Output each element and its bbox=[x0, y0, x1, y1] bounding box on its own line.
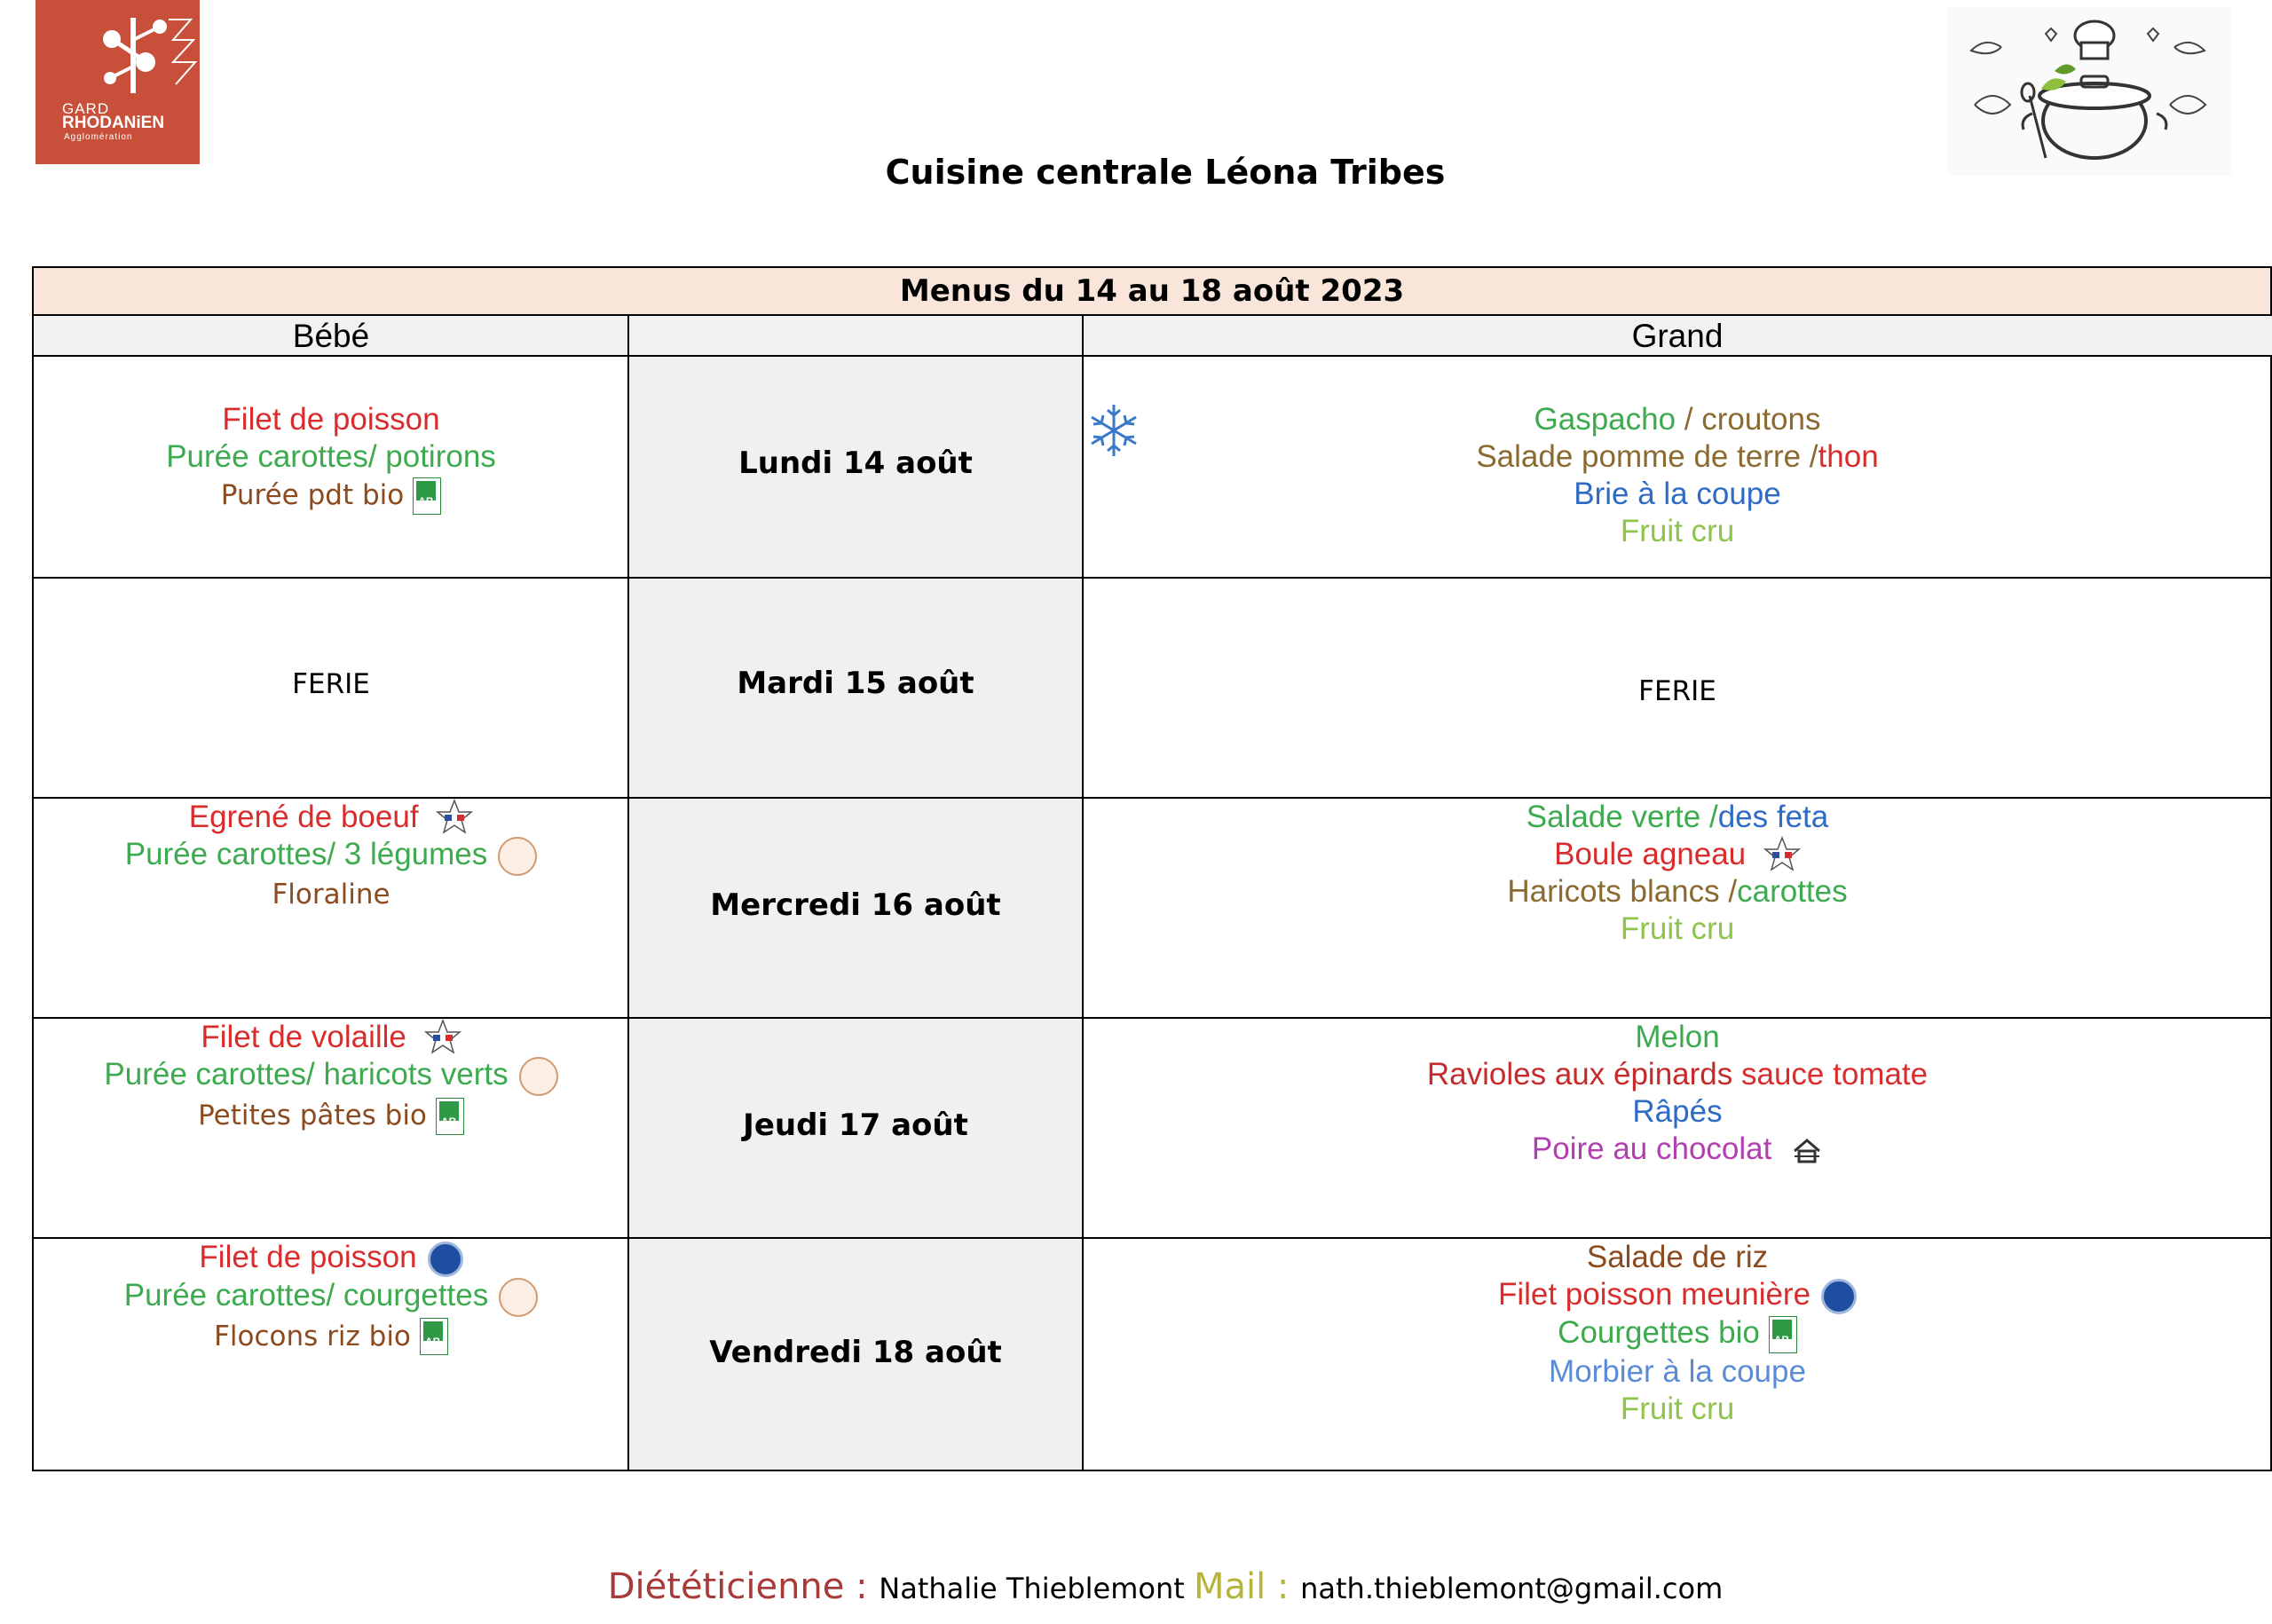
menu-item-row bbox=[34, 1019, 628, 1056]
menu-item: Floraline bbox=[272, 878, 390, 911]
agriculture-bio-icon bbox=[436, 1098, 464, 1135]
menu-item: Purée carottes/ 3 légumes bbox=[124, 837, 488, 871]
menu-item: Salade de riz bbox=[1586, 1240, 1769, 1274]
label-rouge-icon bbox=[519, 1057, 558, 1096]
logo-mark-icon bbox=[36, 0, 200, 98]
menu-item-row bbox=[34, 1277, 628, 1317]
grand-menu-monday bbox=[1083, 401, 2272, 550]
french-meat-flag-icon bbox=[1763, 836, 1801, 873]
gard-rhodanien-logo bbox=[36, 0, 200, 164]
menu-item: / croutons bbox=[1676, 402, 1821, 437]
day-label: Mardi 15 août bbox=[737, 666, 974, 701]
menu-item: thon bbox=[1818, 439, 1879, 474]
day-label: Lundi 14 août bbox=[738, 445, 973, 481]
bebe-menu-monday bbox=[34, 401, 628, 515]
agriculture-bio-icon bbox=[1769, 1316, 1797, 1353]
menu-item: Salade verte / bbox=[1526, 800, 1718, 834]
menu-item: Fruit cru bbox=[1620, 911, 1735, 946]
menu-item-row bbox=[34, 1096, 628, 1135]
mail-value[interactable]: nath.thieblemont@gmail.com bbox=[1300, 1572, 1724, 1605]
column-header-day bbox=[628, 316, 1083, 357]
grand-menu-tuesday bbox=[1083, 673, 2272, 710]
menu-item-row bbox=[34, 1317, 628, 1356]
msc-fish-icon bbox=[428, 1242, 463, 1277]
day-label: Mercredi 16 août bbox=[710, 887, 1001, 923]
menu-item: Purée carottes/ courgettes bbox=[123, 1277, 489, 1313]
homemade-icon bbox=[1791, 1135, 1823, 1167]
menu-item-row bbox=[34, 1239, 628, 1277]
menu-item: Poire au chocolat bbox=[1531, 1131, 1772, 1166]
menu-item-row bbox=[1083, 1056, 2272, 1093]
bebe-menu-friday bbox=[34, 1239, 628, 1355]
agriculture-bio-icon bbox=[420, 1318, 448, 1355]
bebe-menu-tuesday bbox=[34, 666, 628, 703]
menu-item: Petites pâtes bio bbox=[198, 1099, 427, 1131]
agriculture-bio-icon bbox=[413, 477, 441, 515]
menu-item: sauce tomate bbox=[1732, 1057, 1929, 1092]
menu-table bbox=[32, 266, 2272, 1471]
menu-item: Purée carottes/ haricots verts bbox=[104, 1057, 509, 1092]
mail-label: Mail : bbox=[1193, 1566, 1301, 1607]
bebe-menu-wednesday bbox=[34, 799, 628, 913]
label-rouge-icon bbox=[499, 1278, 538, 1317]
menu-item: Filet de poisson bbox=[222, 402, 440, 437]
menu-item: FERIE bbox=[292, 668, 370, 700]
menu-item: Courgettes bio bbox=[1558, 1314, 1760, 1350]
menu-item: Purée pdt bio bbox=[220, 479, 405, 511]
menu-item: Flocons riz bio bbox=[214, 1320, 411, 1352]
menu-item: Morbier à la coupe bbox=[1549, 1353, 1806, 1389]
menu-item-row bbox=[1083, 873, 2272, 911]
bebe-menu-thursday bbox=[34, 1019, 628, 1135]
menu-item: Egrené de boeuf bbox=[188, 800, 419, 834]
menu-item: Filet de volaille bbox=[201, 1020, 406, 1054]
menu-item-row bbox=[1083, 799, 2272, 836]
footer-contact bbox=[0, 1566, 2272, 1607]
logo-line-3: Agglomération bbox=[64, 132, 133, 142]
menu-item: Brie à la coupe bbox=[1574, 477, 1781, 511]
menu-item: des feta bbox=[1717, 800, 1829, 834]
menu-item: Purée carottes/ potirons bbox=[166, 439, 496, 474]
label-rouge-icon bbox=[498, 837, 537, 876]
menu-item-row bbox=[34, 476, 628, 515]
menu-item: Fruit cru bbox=[1620, 514, 1735, 548]
menu-item: Melon bbox=[1635, 1020, 1720, 1054]
menu-header: Menus du 14 au 18 août 2023 bbox=[34, 268, 2270, 316]
page-title: Cuisine centrale Léona Tribes bbox=[885, 153, 1446, 192]
day-label: Jeudi 17 août bbox=[743, 1108, 968, 1143]
menu-item-row bbox=[34, 799, 628, 836]
chef-pot-icon bbox=[1948, 7, 2232, 176]
menu-item: Boule agneau bbox=[1554, 837, 1747, 871]
dietitian-label: Diététicienne : bbox=[607, 1566, 880, 1607]
dietitian-name: Nathalie Thieblemont bbox=[879, 1572, 1194, 1605]
menu-item: Gaspacho bbox=[1534, 402, 1676, 437]
menu-item-row bbox=[1083, 1131, 2272, 1168]
menu-item-row bbox=[1083, 438, 2272, 476]
menu-item-row bbox=[1083, 1314, 2272, 1353]
snowflake-icon bbox=[1085, 401, 1143, 460]
menu-item-row bbox=[1083, 836, 2272, 873]
logo-line-1: GARD bbox=[62, 100, 110, 117]
menu-item-row bbox=[1083, 1276, 2272, 1314]
menu-item-row bbox=[34, 836, 628, 876]
menu-item: Râpés bbox=[1632, 1094, 1723, 1129]
menu-item-row bbox=[1083, 401, 2272, 438]
row-divider bbox=[34, 577, 2270, 579]
msc-fish-icon bbox=[1821, 1279, 1857, 1314]
column-header-bebe: Bébé bbox=[34, 316, 628, 357]
menu-item-row bbox=[34, 1056, 628, 1096]
menu-item: Salade pomme de terre / bbox=[1476, 439, 1818, 474]
column-header-grand: Grand bbox=[1083, 316, 2272, 357]
french-meat-flag-icon bbox=[424, 1019, 462, 1056]
menu-item: Filet poisson meunière bbox=[1497, 1277, 1811, 1312]
menu-item: Filet de poisson bbox=[199, 1240, 417, 1274]
menu-item: Fruit cru bbox=[1620, 1391, 1735, 1426]
day-label: Vendredi 18 août bbox=[709, 1335, 1002, 1370]
logo-line-2: RHODANiEN bbox=[62, 114, 165, 132]
french-meat-flag-icon bbox=[436, 799, 473, 836]
menu-item: Ravioles aux épinards bbox=[1426, 1057, 1733, 1092]
menu-item: carottes bbox=[1737, 874, 1848, 909]
grand-menu-wednesday bbox=[1083, 799, 2272, 948]
menu-item: FERIE bbox=[1638, 675, 1716, 707]
grand-menu-thursday bbox=[1083, 1019, 2272, 1168]
grand-menu-friday bbox=[1083, 1239, 2272, 1428]
menu-item: Haricots blancs / bbox=[1507, 874, 1738, 909]
